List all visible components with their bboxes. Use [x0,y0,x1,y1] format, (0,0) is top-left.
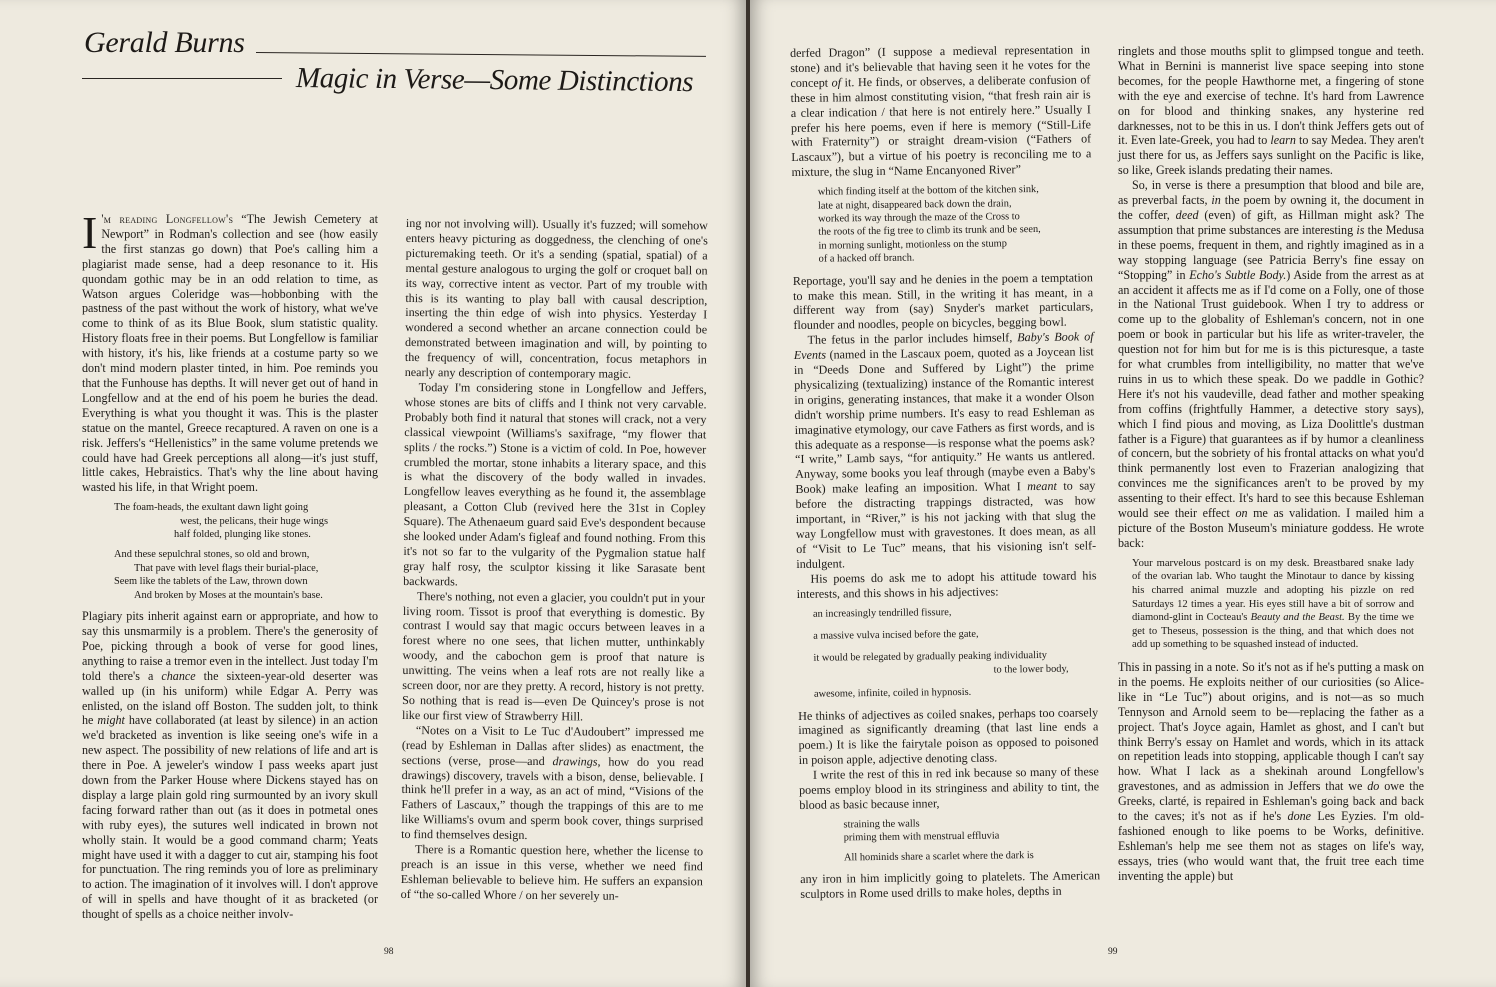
author-name: Gerald Burns [84,26,245,59]
column-4 [1118,44,1424,884]
verse-quote: And these sepulchral stones, so old and brown, That pave with level flags their burial-place, Seem like the tablets of the Law, thrown down And broken by Moses at the mountain's base. [114,549,323,601]
paragraph: derfed Dragon” (I suppose a medieval representation in stone) and it's believable that having seen it he votes for the concept of it. He finds, or observes, a deliberate confusion of these in him almost constituting vision, “that fresh rain air is a clear indication / that here is not entirely here.” Usually I prefer his here poems, even if here is memory (“Still-Life with Fraternity”) or straight dream-vision (“Fathers of Lascaux”), but a virtue of his poetry is reconciling me to a mixture, the slug in “Name Encanyoned River” [790,42,1092,180]
left-page [0,0,746,987]
paragraph: Today I'm considering stone in Longfellow and Jeffers, whose stones are bits of cliffs and I think not very carvable. Probably both find it natural that stones will crack, not a very classical viewpoint (Williams's saxifrage, “my flower that splits / the rocks.”) Stone is a victim of cold. In Poe, however crumbled the mortar, stone inhabits a literary space, and this is what the discovery of the body walled in invades. Longfellow leaves everything as he found it, the assemblage pleasant, a Cotton Club (revived here the 31st in Copley Square). The Athenaeum guard said Eve's despondent because she looked under Adam's figleaf and found nothing. From this it's not so far to the vulgarity of the Pygmalion statue half gray half rosy, the sculptor kissing it like Sarasate bent backwards. [403,380,707,589]
right-page [750,0,1496,987]
column-2 [401,216,708,904]
verse-quote: The foam-heads, the exultant dawn light going west, the pelicans, their huge wings half folded, plunging like stones. [114,502,329,541]
paragraph: There is a Romantic question here, whether the license to preach is an issue in this verse, whether we need find Eshleman believable to believe him. He suffers an expansion of “the so-called Whore / on her severely un- [400,842,704,903]
paragraph: I 'm reading Longfellow's “The Jewish Cemetery at Newport” in Rodman's collection and see (how easily the first stanzas go down) that Poe's calling him a plagiarist made sense, had a deep resonance to it. His quondam gothic may be in an odd relation to time, as Watson argues Coleridge was—hobbonbing with the pastness of the past without the work of history, what we've come to think of as its Blue Book, slum statistic quality. History floats free in their poems. But Longfellow is familiar with history, it's his, like friends at a costume party so we don't mind modern plaster tinted, in him. Poe reminds you that the Funhouse has depths. It will never get out of hand in Longfellow and at the end of his poem he buries the dead. Everything is what you thought it was. This is the plaster statue on the mantel, Greece recaptured. A raven on one is a risk. Jeffers's “Hellenistics” in the same volume pretends we could have had Greek perceptions all along—it's just stuff, little cakes, Hebraistics. That's why the line about having wasted his life, in that Wright poem. [82,207,378,495]
letter-quote: Your marvelous postcard is on my desk. Breastbared snake lady of the ovarian lab. Who taught the Minotaur to dance by kissing his charred animal muzzle and adopting his pizzle on red Saturdays 12 times a year. His eyes still have a bit of sorrow and diamond-glint in Cocteau's Beauty and the Beast. By the time we get to Theseus, possession is the thing, and that which does not add up something to be squashed instead of inducted. [1132,557,1414,651]
paragraph: Plagiary pits inherit against earn or appropriate, and how to say this unsmarmily is a problem. There's the generosity of Poe, picking through a book of verse for good lines, anything to raise a tremor even in the intellect. Just today I'm told there's a chance the sixteen-year-old deserter was walled up (in his uniform) while Edgar A. Perry was enlisted, on the island off Boston. The sudden jolt, to think he might have collaborated (at least by silence) in an action we'd bracketed as invention is like seeing one's wife in a new aspect. The possibility of new relations of life and art is there in Poe. A jeweler's window I pass weeks apart just down from the Parker House where Dickens stayed has on display a large plain gold ring surmounted by an ivory skull facing forward rather than out (as it does in potmetal ones with ruby eyes), the sutures well indicated in brown not wholly stain. It would be a good command charm; Yeats might have used it with a dagger to cut air, stamping his foot for punctuation. The ring reminds you of lore as preliminary to action. The imagination of it involves will. I don't approve of will in spells and have thought of it as bracketed (or thought of spells as a choice neither involv- [82,609,378,922]
column-1 [82,207,378,922]
column-3 [790,42,1100,902]
paragraph: ringlets and those mouths split to glimpsed tongue and teeth. What in Bernini is mannerist live space seeping into stone becomes, for the people Hawthorne met, a fingering of stone with the eye and exercise of techne. It's hard from Lawrence on for blood and thinking snakes, any hysterine red darknesses, not to be this in us. I don't think Jeffers gets out of it. Even late-Greek, you had to learn to say Medea. They aren't just there for us, as Jeffers says sunlight on the Pacific is like, so like, Greek islands predating their names. [1118,44,1424,178]
essay-title: Magic in Verse—Some Distinctions [295,62,694,99]
page-number-left: 98 [384,947,394,957]
paragraph: He thinks of adjectives as coiled snakes, perhaps too coarsely imagined as significantly dreaming (that last line ends a poem.) It is like the fairytale poison as opposed to poisoned in poison apple, adjective denoting class. [798,704,1099,768]
verse-quote: straining the walls priming them with menstrual effluvia All hominids share a scarlet where the dark is [843,818,1034,864]
verse-quote: which finding itself at the bottom of the kitchen sink, late at night, disappeared back down the drain, worked its way through the maze of the Cross to the roots of the fig tree to climb its trunk and be seen, in morning sunlight, motionless on the stump of a hacked off branch. [817,184,1041,265]
drop-cap: I [82,207,98,258]
paragraph: ing nor not involving will). Usually it's fuzzed; will somehow enters heavy picturing as doggedness, the clenching of one's picturemaking teeth. Or it's a sending (spatial, spatial) of a mental gesture analogous to urging the golf or croquet ball on its way, corrective intent as vector. Part of my trouble with this is its wanting to play ball with causal description, inserting the thin edge of wish into physics. Yesterday I wondered a second whether an arcane connection could be demonstrated between imagination and will, by pointing to the frequency of will, concentration, focus metaphors in nearly any description of contemporary magic. [404,216,708,381]
paragraph: The fetus in the parlor includes himself, Baby's Book of Events (named in the Lascaux poem, quoted as a Joycean list in “Deeds Done and Suffered by Light”) the prime physicalizing (textualizing) instance of the Romantic interest in origins, generating instances, that make it a wonder Olson didn't worship prime numbers. It's easy to read Eshleman as imaginative etymology, our cave Fathers as first words, and is this adequate as a response—is response what the poems ask? “I write,” Lamb says, “for antiquity.” He wants us antlered. Anyway, some books you leaf through (maybe even a Baby's Book) make leafing an imposition. What I meant to say before the distracting trappings distracted, was how important, in “River,” is his not jacking with that slug the way Longfellow must with gravestones. It does mean, as all of “Visit to Le Tuc” means, that his visioning isn't self-indulgent. [793,329,1097,571]
paragraph: His poems do ask me to adopt his attitude toward his interests, and this shows in his adjectives: [796,568,1097,601]
paragraph: Reportage, you'll say and he denies in the poem a temptation to make this mean. Still, in the writing it has meant, in a different way from (say) Snyder's market particulars, flounder and noodles, people on bicycles, begging bowl. [792,269,1094,333]
paragraph: “Notes on a Visit to Le Tuc d'Audoubert” impressed me (read by Eshleman in Dallas after slides) as enactment, the sections (verse, prose—and drawings, how do you read drawings) discovery, travels with a bison, dense, believable. I think he'll prefer in a way, as an act of mind, “Visions of the Fathers of Lascaux,” though the trappings of this are to me like Williams's ovum and sperm book cover, things surprised to find themselves design. [401,722,705,843]
paragraph: This in passing in a note. So it's not as if he's putting a mask on in the poems. He exploits neither of our curiosities (so Alice-like in “Le Tuc”) about origins, and is not—as so much Tennyson and Arnold seem to be—replacing the father as a project. That's Joyce again, Hamlet as ghost, and I can't but think Berry's essay on Hamlet and words, which in its attack on repetition leads into stopping, applicable though I can't say how. What I lack as a shekinah around Longfellow's gravestones, and as admission in Jeffers that we do owe the Greeks, clarté, is repaired in Eshleman's going back and back to the caves; it's not as if he's done Les Eyzies. I'm old-fashioned enough to like poems to be Works, definitive. Eshleman's help me see them not as stages on life's way, essays, tries (who would want that, the fruit tree each time inventing the apple) but [1118,659,1425,883]
header-rule-top [256,52,706,57]
header-rule-bottom [82,78,282,79]
paragraph: There's nothing, not even a glacier, you couldn't put in your living room. Tissot is proof that everything is domestic. By contrast I would say that magic occurs between leaves in a forest where no one sees, that lichen mutter, unthinkably woody, and the cabochon gem is proof that nature is unwitting. The veins when a leaf rots are not really like a screen door, nor are they pretty. A record, history is not pretty. So nothing that is read is—even De Quincey's prose is not like our first view of Strawberry Hill. [402,588,706,724]
paragraph: I write the rest of this in red ink because so many of these poems employ blood in its stringiness and ability to tint, the blood as basic because inner, [799,764,1100,812]
paragraph: any iron in him implicitly going to platelets. The American sculptors in Rome used drills to make holes, depths in [800,868,1101,901]
paragraph: So, in verse is there a presumption that blood and bile are, as preverbal facts, in the poem by owning it, the document in the coffer, deed (even) of gift, as Hillman might ask? The assumption that prime substances are interesting is the Medusa in these poems, frequent in them, and rightly imagined as in a way stopping language (see Patricia Berry's fine essay on “Stopping” in Echo's Subtle Body.) Aside from the arrest as at an accident it affects me as if I'd come on a Folly, one of those in the National Trust guidebook. When I try to address or come up to the globality of Eshleman's concern, not in one poem or book in particular but his life as writer-traveler, the question not for him but for me is is this picturesque, a taste for what crumbles from intelligibility, no matter that we've ruins in us to which these speak. Do we paddle in Gothic? Here it's not his vaudeville, dead father and mother speaking from coffins (frightfully Hammer, a detective story says), which I find pious and moving, as Liza Doolittle's dustman father is a Figure) that guarantees as if by humor a cleanliness of concern, but the sobriety of his frontal attacks on what you'd think permanently lost even to Frazerian analogizing that convinces me the significances aren't to be proved by my assenting to their effect. It's hard to see this because Eshleman would see their effect on me as validation. I mailed him a picture of the Boston Museum's miniature goddess. He wrote back: [1118,178,1425,550]
adjective-examples: an increasingly tendrilled fissure, a massive vulva incised before the gate, it would be relegated by gradually peaking individuality to the lower body, awesome, infinite, coiled in hypnosis. [812,606,1069,700]
page-number-right: 99 [1108,947,1118,957]
